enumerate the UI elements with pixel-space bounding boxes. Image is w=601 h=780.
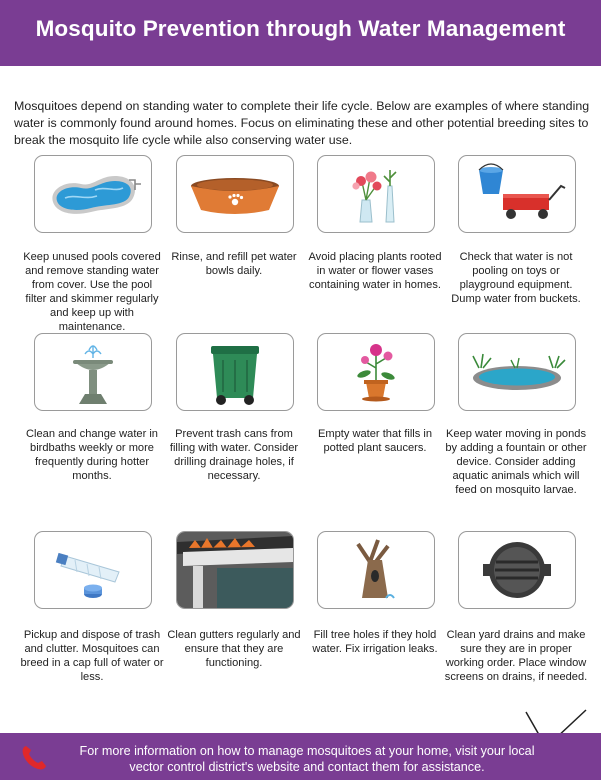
tip-caption: Avoid placing plants rooted in water or flower vases containing water in homes. xyxy=(308,251,442,291)
potted-plant-icon xyxy=(318,334,434,410)
tip-caption: Prevent trash cans from filling with water. Consider drilling drainage holes, if necessary. xyxy=(169,428,299,482)
tip-card-pond xyxy=(458,333,576,411)
bottle-cap-trash-icon xyxy=(35,532,151,608)
tip-caption: Keep water moving in ponds by adding a fountain or other device. Consider adding aquatic animals which will feed on mosquito larvae. xyxy=(445,428,587,496)
pool-icon xyxy=(35,156,151,232)
tip-caption: Keep unused pools covered and remove standing water from cover. Use the pool filter and skimmer regularly and keep up with maintenance. xyxy=(23,251,161,333)
toys-bucket-wagon-icon xyxy=(459,156,575,232)
intro-paragraph: Mosquitoes depend on standing water to complete their life cycle. Below are examples of where standing water is commonly found around homes. Focus on eliminating these and other potential breeding sites to break the mosquito life cycle while also conserving water use. xyxy=(14,99,590,148)
tip-card-flower-vase xyxy=(317,155,435,233)
tip-card-yard-drain xyxy=(458,531,576,609)
tip-card-gutter xyxy=(176,531,294,609)
tip-caption: Fill tree holes if they hold water. Fix irrigation leaks. xyxy=(312,629,438,655)
tip-card-birdbath xyxy=(34,333,152,411)
flower-vase-icon xyxy=(318,156,434,232)
tip-caption: Rinse, and refill pet water bowls daily. xyxy=(171,251,297,277)
tip-card-pet-bowl xyxy=(176,155,294,233)
phone-icon xyxy=(20,744,48,772)
yard-drain-icon xyxy=(459,532,575,608)
trash-can-icon xyxy=(177,334,293,410)
tree-hole-icon xyxy=(318,532,434,608)
tip-caption: Pickup and dispose of trash and clutter. Mosquitoes can breed in a cap full of water or less. xyxy=(20,629,164,683)
gutter-icon xyxy=(177,532,293,608)
tip-card-trash-clutter xyxy=(34,531,152,609)
tip-card-potted-plant xyxy=(317,333,435,411)
pet-bowl-icon xyxy=(177,156,293,232)
birdbath-icon xyxy=(35,334,151,410)
tip-card-trash-can xyxy=(176,333,294,411)
tip-caption: Check that water is not pooling on toys or playground equipment. Dump water from buckets. xyxy=(451,251,581,305)
pond-icon xyxy=(459,334,575,410)
tip-card-toys xyxy=(458,155,576,233)
footer-text: For more information on how to manage mosquitoes at your home, visit your local vector control district's website and contact them for assistance. xyxy=(79,744,535,774)
tip-caption: Clean yard drains and make sure they are in proper working order. Place window screens on drains, if needed. xyxy=(444,629,588,683)
page-title: Mosquito Prevention through Water Management xyxy=(35,16,566,41)
footer-banner xyxy=(0,733,601,780)
tip-caption: Clean and change water in birdbaths weekly or more frequently during hotter months. xyxy=(26,428,158,482)
tip-caption: Empty water that fills in potted plant saucers. xyxy=(317,428,433,454)
tip-caption: Clean gutters regularly and ensure that they are functioning. xyxy=(167,629,301,669)
header-banner xyxy=(0,0,601,66)
tip-card-pool xyxy=(34,155,152,233)
tip-card-tree-hole xyxy=(317,531,435,609)
